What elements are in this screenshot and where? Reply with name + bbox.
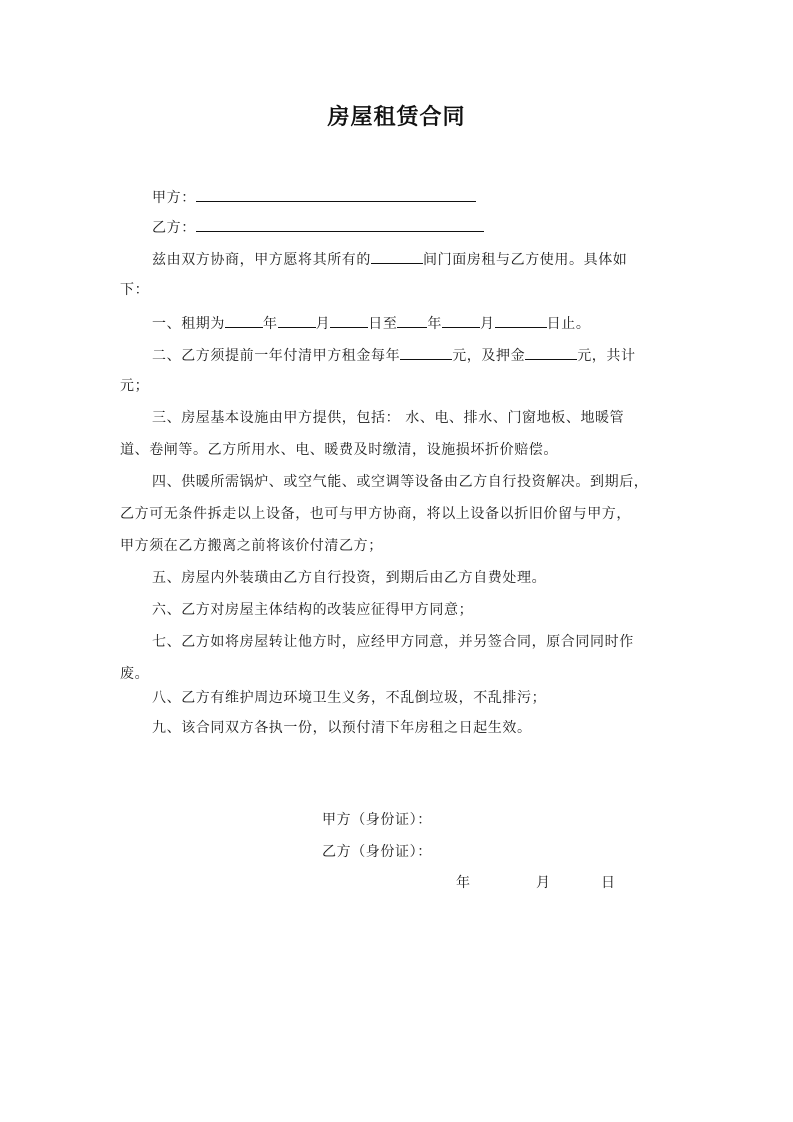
clause-3-line-2: 道、卷闸等。乙方所用水、电、暖费及时缴清，设施损坏折价赔偿。 bbox=[120, 442, 558, 458]
total-label: 元，共计 bbox=[577, 348, 636, 364]
intro-line-1 bbox=[152, 248, 627, 270]
day-end-label: 日止。 bbox=[546, 316, 591, 332]
end-month-blank[interactable] bbox=[442, 312, 480, 328]
annual-rent-blank[interactable] bbox=[400, 344, 452, 360]
start-month-blank[interactable] bbox=[278, 312, 316, 328]
signature-day-label: 日 bbox=[601, 875, 616, 891]
signature-year-label: 年 bbox=[456, 875, 471, 891]
intro-line-2: 下： bbox=[120, 282, 150, 298]
party-b-line bbox=[152, 216, 484, 238]
day-to-label: 日至 bbox=[368, 316, 398, 332]
deposit-blank[interactable] bbox=[525, 344, 577, 360]
document-title: 房屋租赁合同 bbox=[327, 105, 466, 130]
party-a-blank[interactable] bbox=[196, 186, 476, 202]
clause-1-prefix: 一、租期为 bbox=[152, 316, 225, 332]
party-a-id-label: 甲方（身份证）： bbox=[322, 812, 432, 828]
clause-2-cont: 元； bbox=[120, 378, 150, 394]
party-b-label: 乙方： bbox=[152, 220, 196, 236]
clause-7-line-2: 废。 bbox=[120, 666, 150, 682]
intro-text: 兹由双方协商，甲方愿将其所有的 bbox=[152, 252, 371, 268]
end-year-blank[interactable] bbox=[397, 312, 427, 328]
month-label: 月 bbox=[480, 316, 495, 332]
intro-room-count-blank[interactable] bbox=[371, 248, 423, 264]
clause-6: 六、乙方对房屋主体结构的改装应征得甲方同意； bbox=[152, 602, 474, 618]
party-a-line bbox=[152, 186, 476, 208]
clause-1 bbox=[152, 312, 590, 334]
clause-5: 五、房屋内外装璜由乙方自行投资，到期后由乙方自费处理。 bbox=[152, 570, 547, 586]
clause-7-line-1: 七、乙方如将房屋转让他方时，应经甲方同意，并另签合同，原合同同时作 bbox=[152, 634, 634, 650]
clause-8: 八、乙方有维护周边环境卫生义务，不乱倒垃圾，不乱排污； bbox=[152, 690, 547, 706]
clause-3-line-1: 三、房屋基本设施由甲方提供，包括： 水、电、排水、门窗地板、地暖管 bbox=[152, 410, 625, 426]
clause-4-line-2: 乙方可无条件拆走以上设备，也可与甲方协商，将以上设备以折旧价留与甲方， bbox=[120, 506, 631, 522]
year-label: 年 bbox=[427, 316, 443, 332]
year-label: 年 bbox=[263, 316, 278, 332]
clause-9: 九、该合同双方各执一份，以预付清下年房租之日起生效。 bbox=[152, 720, 532, 736]
signature-month-label: 月 bbox=[536, 875, 551, 891]
intro-text-cont: 间门面房租与乙方使用。具体如 bbox=[423, 252, 628, 268]
party-b-id-label: 乙方（身份证）： bbox=[322, 844, 432, 860]
month-label: 月 bbox=[315, 316, 331, 332]
clause-2 bbox=[152, 344, 636, 366]
deposit-label: 元，及押金 bbox=[452, 348, 526, 364]
start-day-blank[interactable] bbox=[330, 312, 368, 328]
start-year-blank[interactable] bbox=[225, 312, 263, 328]
party-a-label: 甲方： bbox=[152, 190, 196, 206]
end-day-blank[interactable] bbox=[495, 312, 547, 328]
clause-2-prefix: 二、乙方须提前一年付清甲方租金每年 bbox=[152, 348, 401, 364]
clause-4-line-3: 甲方须在乙方搬离之前将该价付清乙方； bbox=[120, 538, 383, 554]
party-b-blank[interactable] bbox=[196, 216, 484, 232]
clause-4-line-1: 四、供暖所需锅炉、或空气能、或空调等设备由乙方自行投资解决。到期后， bbox=[152, 474, 649, 490]
